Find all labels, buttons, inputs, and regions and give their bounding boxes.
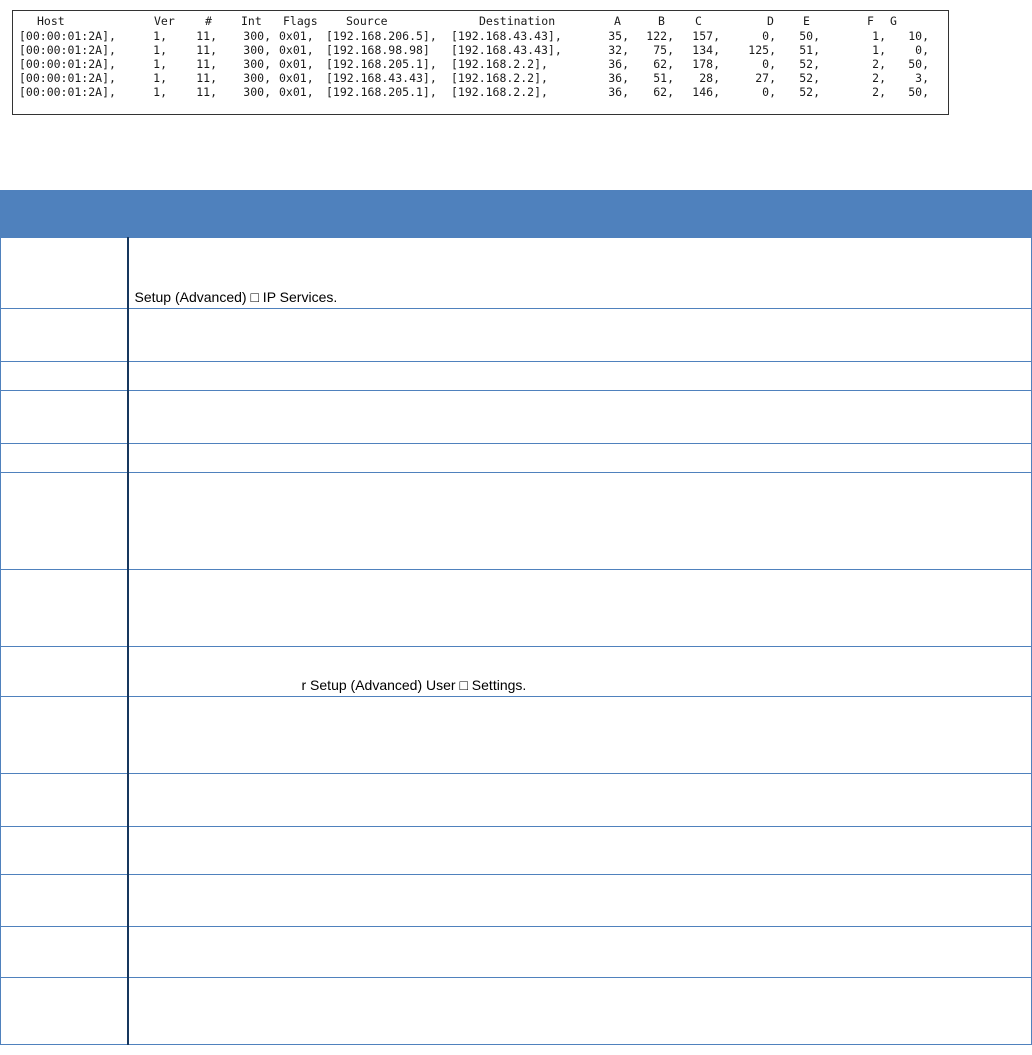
- console-cell-e: 50,: [799, 29, 820, 43]
- console-cell-source: [192.168.98.98]: [326, 43, 430, 57]
- console-cell-d: 0,: [762, 57, 776, 71]
- console-cell-source: [192.168.206.5],: [326, 29, 437, 43]
- console-cell-int: 300,: [243, 43, 271, 57]
- console-cell-flags: 0x01,: [279, 29, 314, 43]
- col-d-header: D: [767, 14, 774, 28]
- table-row: [1, 827, 1032, 875]
- console-cell-source: [192.168.205.1],: [326, 57, 437, 71]
- console-cell-destination: [192.168.43.43],: [451, 43, 562, 57]
- console-cell-e: 52,: [799, 71, 820, 85]
- console-cell-g: 3,: [915, 71, 929, 85]
- console-cell-destination: [192.168.2.2],: [451, 71, 548, 85]
- console-cell-int: 300,: [243, 57, 271, 71]
- console-cell-f: 2,: [872, 85, 886, 99]
- console-cell-a: 32,: [608, 43, 629, 57]
- console-cell-ver: 1,: [153, 71, 167, 85]
- col-flags-header: Flags: [283, 14, 318, 28]
- console-cell-b: 62,: [653, 85, 674, 99]
- console-data-row: [19, 71, 948, 85]
- console-cell-a: 36,: [608, 85, 629, 99]
- console-output: [12, 10, 949, 115]
- parameter-name-cell: [1, 570, 128, 647]
- console-cell-f: 2,: [872, 57, 886, 71]
- console-cell-flags: 0x01,: [279, 57, 314, 71]
- parameter-description-cell: [128, 309, 1032, 362]
- parameter-description-cell: [128, 570, 1032, 647]
- console-data-row: [19, 29, 948, 43]
- table-row: [1, 978, 1032, 1045]
- parameter-table: [0, 190, 1032, 1045]
- console-cell-f: 1,: [872, 29, 886, 43]
- console-cell-num: 11,: [196, 29, 217, 43]
- console-cell-host: [00:00:01:2A],: [19, 85, 116, 99]
- table-row: [1, 647, 1032, 697]
- console-cell-c: 134,: [692, 43, 720, 57]
- col-c-header: C: [695, 14, 702, 28]
- console-cell-b: 75,: [653, 43, 674, 57]
- console-cell-flags: 0x01,: [279, 71, 314, 85]
- parameter-description-text: [135, 1042, 1024, 1044]
- parameter-name-cell: [1, 774, 128, 827]
- col-int-header: Int: [241, 14, 262, 28]
- col-b-header: B: [658, 14, 665, 28]
- console-cell-num: 11,: [196, 85, 217, 99]
- col-e-header: E: [803, 14, 810, 28]
- console-cell-a: 36,: [608, 71, 629, 85]
- table-row: [1, 238, 1032, 309]
- table-header-description-cell: [128, 191, 1032, 238]
- table-header-name-cell: [1, 191, 128, 238]
- table-row: [1, 444, 1032, 473]
- col-destination-header: Destination: [479, 14, 556, 28]
- parameter-name-cell: [1, 875, 128, 927]
- parameter-name-cell: [1, 309, 128, 362]
- parameter-description-cell: [128, 774, 1032, 827]
- parameter-name-cell: [1, 647, 128, 697]
- console-cell-num: 11,: [196, 57, 217, 71]
- console-cell-b: 122,: [646, 29, 674, 43]
- console-cell-host: [00:00:01:2A],: [19, 29, 116, 43]
- console-cell-source: [192.168.205.1],: [326, 85, 437, 99]
- console-cell-g: 10,: [908, 29, 929, 43]
- parameter-description-cell: [128, 647, 1032, 697]
- console-cell-e: 51,: [799, 43, 820, 57]
- console-cell-c: 178,: [692, 57, 720, 71]
- console-cell-a: 36,: [608, 57, 629, 71]
- parameter-description-cell: [128, 391, 1032, 444]
- console-cell-int: 300,: [243, 85, 271, 99]
- console-cell-c: 146,: [692, 85, 720, 99]
- table-row: [1, 391, 1032, 444]
- console-cell-host: [00:00:01:2A],: [19, 57, 116, 71]
- console-cell-d: 27,: [755, 71, 776, 85]
- console-cell-ver: 1,: [153, 29, 167, 43]
- table-row: [1, 570, 1032, 647]
- console-cell-g: 50,: [908, 57, 929, 71]
- parameter-description-cell: [128, 927, 1032, 978]
- table-row: [1, 875, 1032, 927]
- parameter-description-cell: [128, 473, 1032, 570]
- console-data-row: [19, 43, 948, 57]
- table-row: [1, 309, 1032, 362]
- col-num-header: #: [205, 14, 212, 28]
- parameter-description-cell: [128, 978, 1032, 1045]
- parameter-name-cell: [1, 697, 128, 774]
- console-cell-g: 50,: [908, 85, 929, 99]
- console-cell-destination: [192.168.2.2],: [451, 85, 548, 99]
- console-cell-f: 1,: [872, 43, 886, 57]
- console-cell-ver: 1,: [153, 85, 167, 99]
- console-cell-destination: [192.168.2.2],: [451, 57, 548, 71]
- parameter-description-text: Setup (Advanced) □ IP Services.: [134, 289, 338, 305]
- console-cell-f: 2,: [872, 71, 886, 85]
- console-cell-flags: 0x01,: [279, 43, 314, 57]
- parameter-name-cell: [1, 827, 128, 875]
- table-row: [1, 927, 1032, 978]
- console-rows: [19, 29, 948, 99]
- console-cell-a: 35,: [608, 29, 629, 43]
- table-row: [1, 697, 1032, 774]
- parameter-name-cell: [1, 238, 128, 309]
- parameter-description-cell: [128, 362, 1032, 391]
- parameter-description-cell: [128, 238, 1032, 309]
- col-a-header: A: [614, 14, 621, 28]
- table-row: [1, 774, 1032, 827]
- console-cell-int: 300,: [243, 29, 271, 43]
- console-cell-host: [00:00:01:2A],: [19, 43, 116, 57]
- col-ver-header: Ver: [154, 14, 175, 28]
- col-source-header: Source: [346, 14, 388, 28]
- console-cell-int: 300,: [243, 71, 271, 85]
- parameter-description-cell: [128, 827, 1032, 875]
- console-cell-c: 28,: [699, 71, 720, 85]
- console-cell-d: 0,: [762, 29, 776, 43]
- parameter-name-cell: [1, 362, 128, 391]
- table-header-row: [1, 191, 1032, 238]
- parameter-name-cell: [1, 391, 128, 444]
- parameter-description-cell: [128, 875, 1032, 927]
- console-cell-ver: 1,: [153, 43, 167, 57]
- console-cell-d: 0,: [762, 85, 776, 99]
- parameter-name-cell: [1, 927, 128, 978]
- console-cell-flags: 0x01,: [279, 85, 314, 99]
- parameter-name-cell: [1, 444, 128, 473]
- col-g-header: G: [890, 14, 897, 28]
- console-cell-num: 11,: [196, 43, 217, 57]
- console-cell-e: 52,: [799, 57, 820, 71]
- parameter-description-text: r Setup (Advanced) User □ Settings.: [301, 677, 527, 693]
- console-header-row: [19, 14, 948, 29]
- console-cell-g: 0,: [915, 43, 929, 57]
- parameter-description-cell: [128, 697, 1032, 774]
- col-f-header: F: [867, 14, 874, 28]
- console-cell-e: 52,: [799, 85, 820, 99]
- parameter-name-cell: [1, 978, 128, 1045]
- console-cell-c: 157,: [692, 29, 720, 43]
- console-cell-host: [00:00:01:2A],: [19, 71, 116, 85]
- console-data-row: [19, 57, 948, 71]
- console-cell-ver: 1,: [153, 57, 167, 71]
- table-body: [1, 238, 1032, 1045]
- console-cell-num: 11,: [196, 71, 217, 85]
- table-row: [1, 362, 1032, 391]
- parameter-description-cell: [128, 444, 1032, 473]
- console-cell-source: [192.168.43.43],: [326, 71, 437, 85]
- table-row: [1, 473, 1032, 570]
- console-cell-b: 62,: [653, 57, 674, 71]
- parameter-name-cell: [1, 473, 128, 570]
- col-host-header: Host: [37, 14, 65, 28]
- console-cell-b: 51,: [653, 71, 674, 85]
- console-cell-destination: [192.168.43.43],: [451, 29, 562, 43]
- console-cell-d: 125,: [748, 43, 776, 57]
- console-data-row: [19, 85, 948, 99]
